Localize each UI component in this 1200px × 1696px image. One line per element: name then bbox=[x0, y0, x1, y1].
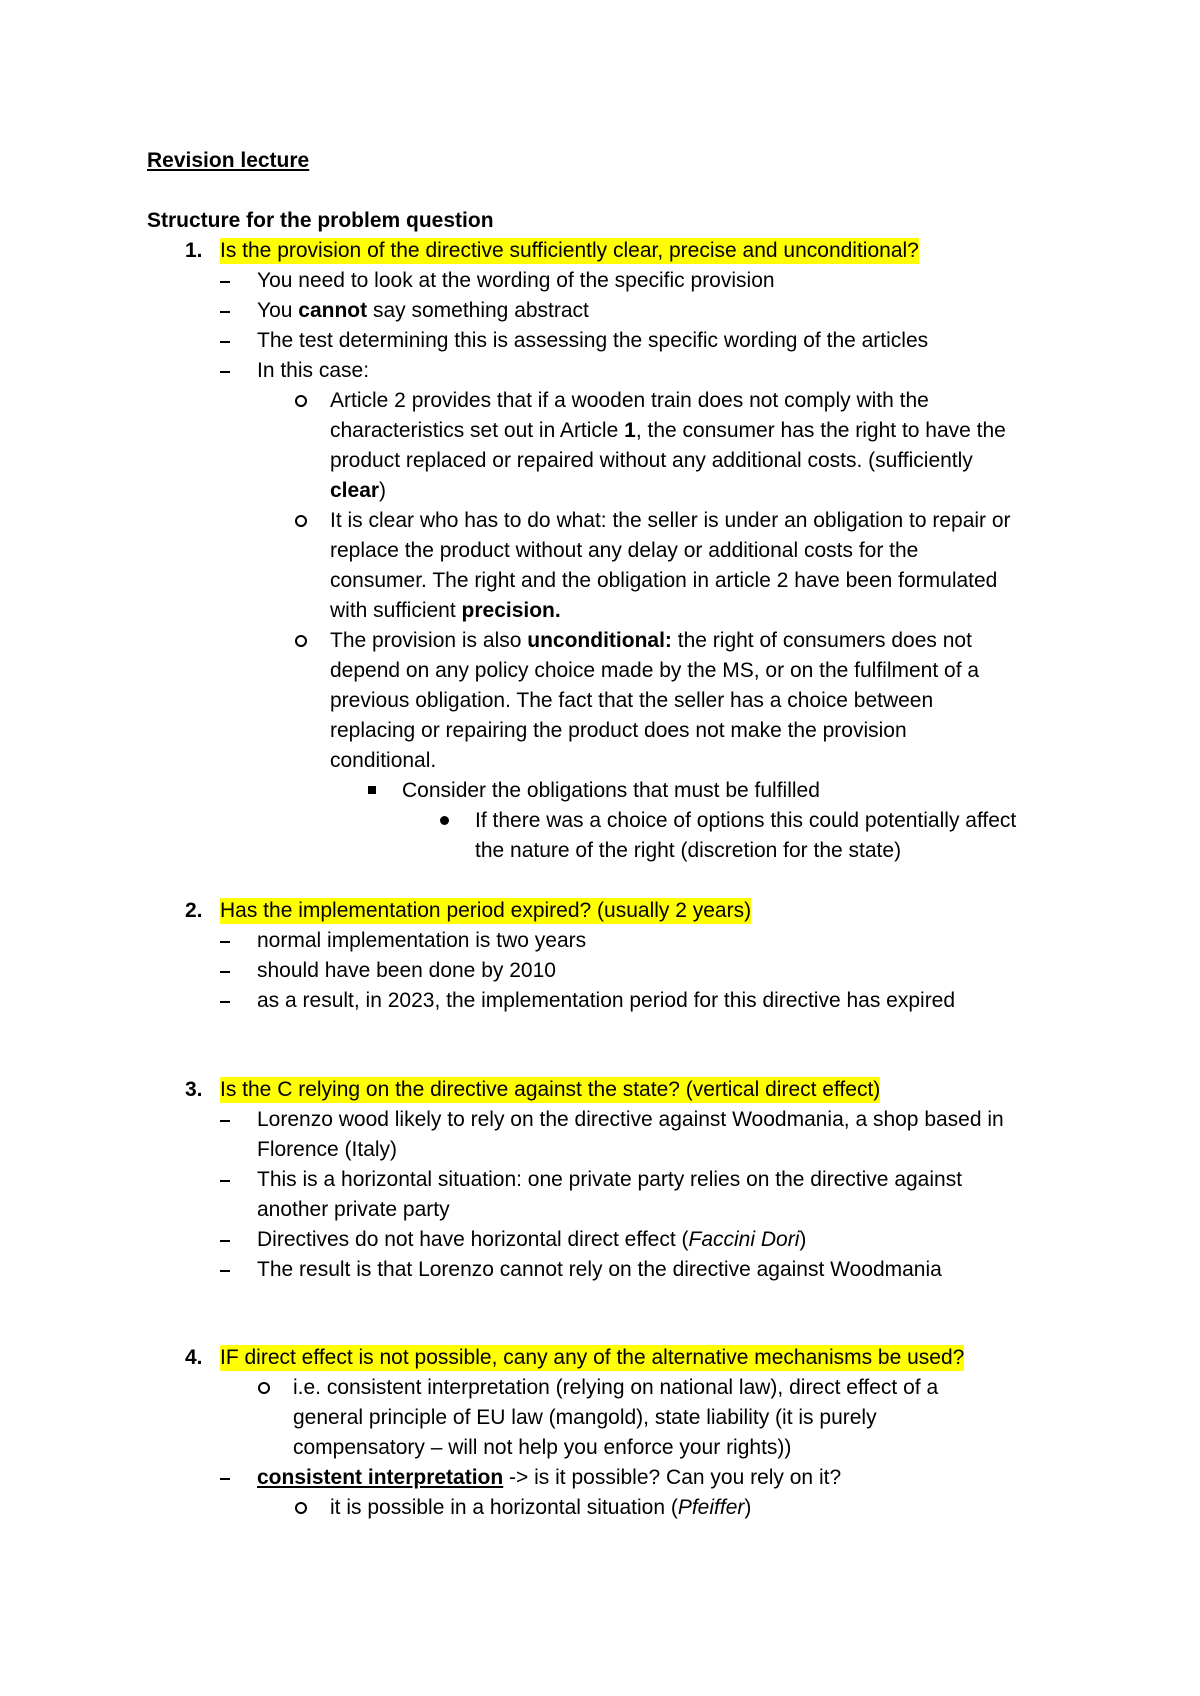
text-run: -> is it possible? Can you rely on it? bbox=[503, 1466, 842, 1489]
bold-text: cannot bbox=[298, 299, 368, 322]
q1-sub-1-line-2 bbox=[330, 418, 1006, 444]
q2-heading: Has the implementation period expired? (usually 2 years) bbox=[220, 899, 752, 922]
text-run: it is possible in a horizontal situation ( bbox=[330, 1496, 678, 1519]
q2-bullet-3: as a result, in 2023, the implementation period for this directive has expired bbox=[257, 989, 956, 1012]
circle-bullet-icon bbox=[295, 1502, 307, 1514]
section-heading: Structure for the problem question bbox=[147, 209, 494, 232]
q1-sub-1-line-1: Article 2 provides that if a wooden train does not comply with the bbox=[330, 389, 929, 412]
q1-bullet-4: In this case: bbox=[257, 359, 370, 382]
dash-bullet-icon bbox=[220, 1001, 230, 1003]
case-name: Pfeiffer bbox=[677, 1496, 745, 1519]
text-run: with sufficient bbox=[330, 599, 462, 622]
circle-bullet-icon bbox=[295, 515, 307, 527]
q1-number: 1. bbox=[185, 239, 203, 262]
q1-sub-2-line-1: It is clear who has to do what: the seller is under an obligation to repair or bbox=[330, 509, 1011, 532]
q4-sub-1-line-2: general principle of EU law (mangold), state liability (it is purely bbox=[293, 1406, 877, 1429]
dot-bullet-icon bbox=[440, 816, 449, 825]
q3-bullet-1-line-1: Lorenzo wood likely to rely on the directive against Woodmania, a shop based in bbox=[257, 1108, 1004, 1131]
q1-sub-3-line-2: depend on any policy choice made by the MS, or on the fulfilment of a bbox=[330, 659, 980, 682]
q1-sub-sub-1: Consider the obligations that must be fulfilled bbox=[402, 779, 820, 802]
dash-bullet-icon bbox=[220, 971, 230, 973]
q1-sub-3-line-4: replacing or repairing the product does not make the provision bbox=[330, 719, 907, 742]
q3-bullet-4: The result is that Lorenzo cannot rely on the directive against Woodmania bbox=[257, 1258, 942, 1281]
text-run: ) bbox=[379, 479, 387, 502]
q1-sub-1-line-3: product replaced or repaired without any additional costs. (sufficiently bbox=[330, 449, 973, 472]
q1-bullet-2 bbox=[257, 298, 589, 324]
q1-sub-2-line-3: consumer. The right and the obligation in article 2 have been formulated bbox=[330, 569, 998, 592]
q1-sub-2-line-4 bbox=[330, 598, 561, 624]
q1-sub-2-line-2: replace the product without any delay or additional costs for the bbox=[330, 539, 919, 562]
text-run: The provision is also bbox=[330, 629, 528, 652]
q4-bullet-1 bbox=[257, 1465, 841, 1491]
underlined-term: consistent interpretation bbox=[257, 1466, 504, 1489]
dash-bullet-icon bbox=[220, 1478, 230, 1480]
dash-bullet-icon bbox=[220, 311, 230, 313]
q3-heading: Is the C relying on the directive against the state? (vertical direct effect) bbox=[220, 1078, 881, 1101]
q1-bullet-1: You need to look at the wording of the specific provision bbox=[257, 269, 775, 292]
q4-heading: IF direct effect is not possible, cany any of the alternative mechanisms be used? bbox=[220, 1346, 965, 1369]
dash-bullet-icon bbox=[220, 1180, 230, 1182]
dash-bullet-icon bbox=[220, 941, 230, 943]
dash-bullet-icon bbox=[220, 371, 230, 373]
text-run: , the consumer has the right to have the bbox=[635, 419, 1006, 442]
q3-bullet-2-line-2: another private party bbox=[257, 1198, 450, 1221]
q3-bullet-2-line-1: This is a horizontal situation: one private party relies on the directive against bbox=[257, 1168, 963, 1191]
q1-bullet-3: The test determining this is assessing the specific wording of the articles bbox=[257, 329, 929, 352]
bold-text: 1 bbox=[624, 419, 636, 442]
q1-sub-3-line-1 bbox=[330, 628, 972, 654]
dash-bullet-icon bbox=[220, 1240, 230, 1242]
dash-bullet-icon bbox=[220, 1270, 230, 1272]
text-run: ) bbox=[799, 1228, 807, 1251]
dash-bullet-icon bbox=[220, 1120, 230, 1122]
case-name: Faccini Dori bbox=[688, 1228, 800, 1251]
document-title: Revision lecture bbox=[147, 149, 310, 172]
q4-number: 4. bbox=[185, 1346, 203, 1369]
q1-level4-line-1: If there was a choice of options this could potentially affect bbox=[475, 809, 1017, 832]
text-run: say something abstract bbox=[367, 299, 589, 322]
q1-sub-3-line-5: conditional. bbox=[330, 749, 437, 772]
q4-sub-1-line-1: i.e. consistent interpretation (relying on national law), direct effect of a bbox=[293, 1376, 939, 1399]
q1-sub-1-line-4 bbox=[330, 478, 386, 504]
circle-bullet-icon bbox=[295, 635, 307, 647]
text-run: Directives do not have horizontal direct effect ( bbox=[257, 1228, 689, 1251]
q4-sub-1-line-3: compensatory – will not help you enforce your rights)) bbox=[293, 1436, 792, 1459]
square-bullet-icon bbox=[368, 786, 376, 794]
q3-bullet-3 bbox=[257, 1227, 806, 1253]
bold-text: precision. bbox=[461, 599, 561, 622]
q2-number: 2. bbox=[185, 899, 203, 922]
bold-text: clear bbox=[330, 479, 380, 502]
q3-bullet-1-line-2: Florence (Italy) bbox=[257, 1138, 398, 1161]
circle-bullet-icon bbox=[258, 1382, 270, 1394]
q2-bullet-1: normal implementation is two years bbox=[257, 929, 587, 952]
q4-sub-2 bbox=[330, 1495, 751, 1521]
q3-number: 3. bbox=[185, 1078, 203, 1101]
text-run: You bbox=[257, 299, 299, 322]
q1-level4-line-2: the nature of the right (discretion for the state) bbox=[475, 839, 902, 862]
text-run: the right of consumers does not bbox=[671, 629, 972, 652]
q1-heading: Is the provision of the directive sufficiently clear, precise and unconditional? bbox=[220, 239, 919, 262]
q1-sub-3-line-3: previous obligation. The fact that the seller has a choice between bbox=[330, 689, 934, 712]
text-run: characteristics set out in Article bbox=[330, 419, 625, 442]
dash-bullet-icon bbox=[220, 341, 230, 343]
dash-bullet-icon bbox=[220, 281, 230, 283]
bold-text: unconditional: bbox=[527, 629, 672, 652]
text-run: ) bbox=[744, 1496, 752, 1519]
q2-bullet-2: should have been done by 2010 bbox=[257, 959, 556, 982]
circle-bullet-icon bbox=[295, 395, 307, 407]
